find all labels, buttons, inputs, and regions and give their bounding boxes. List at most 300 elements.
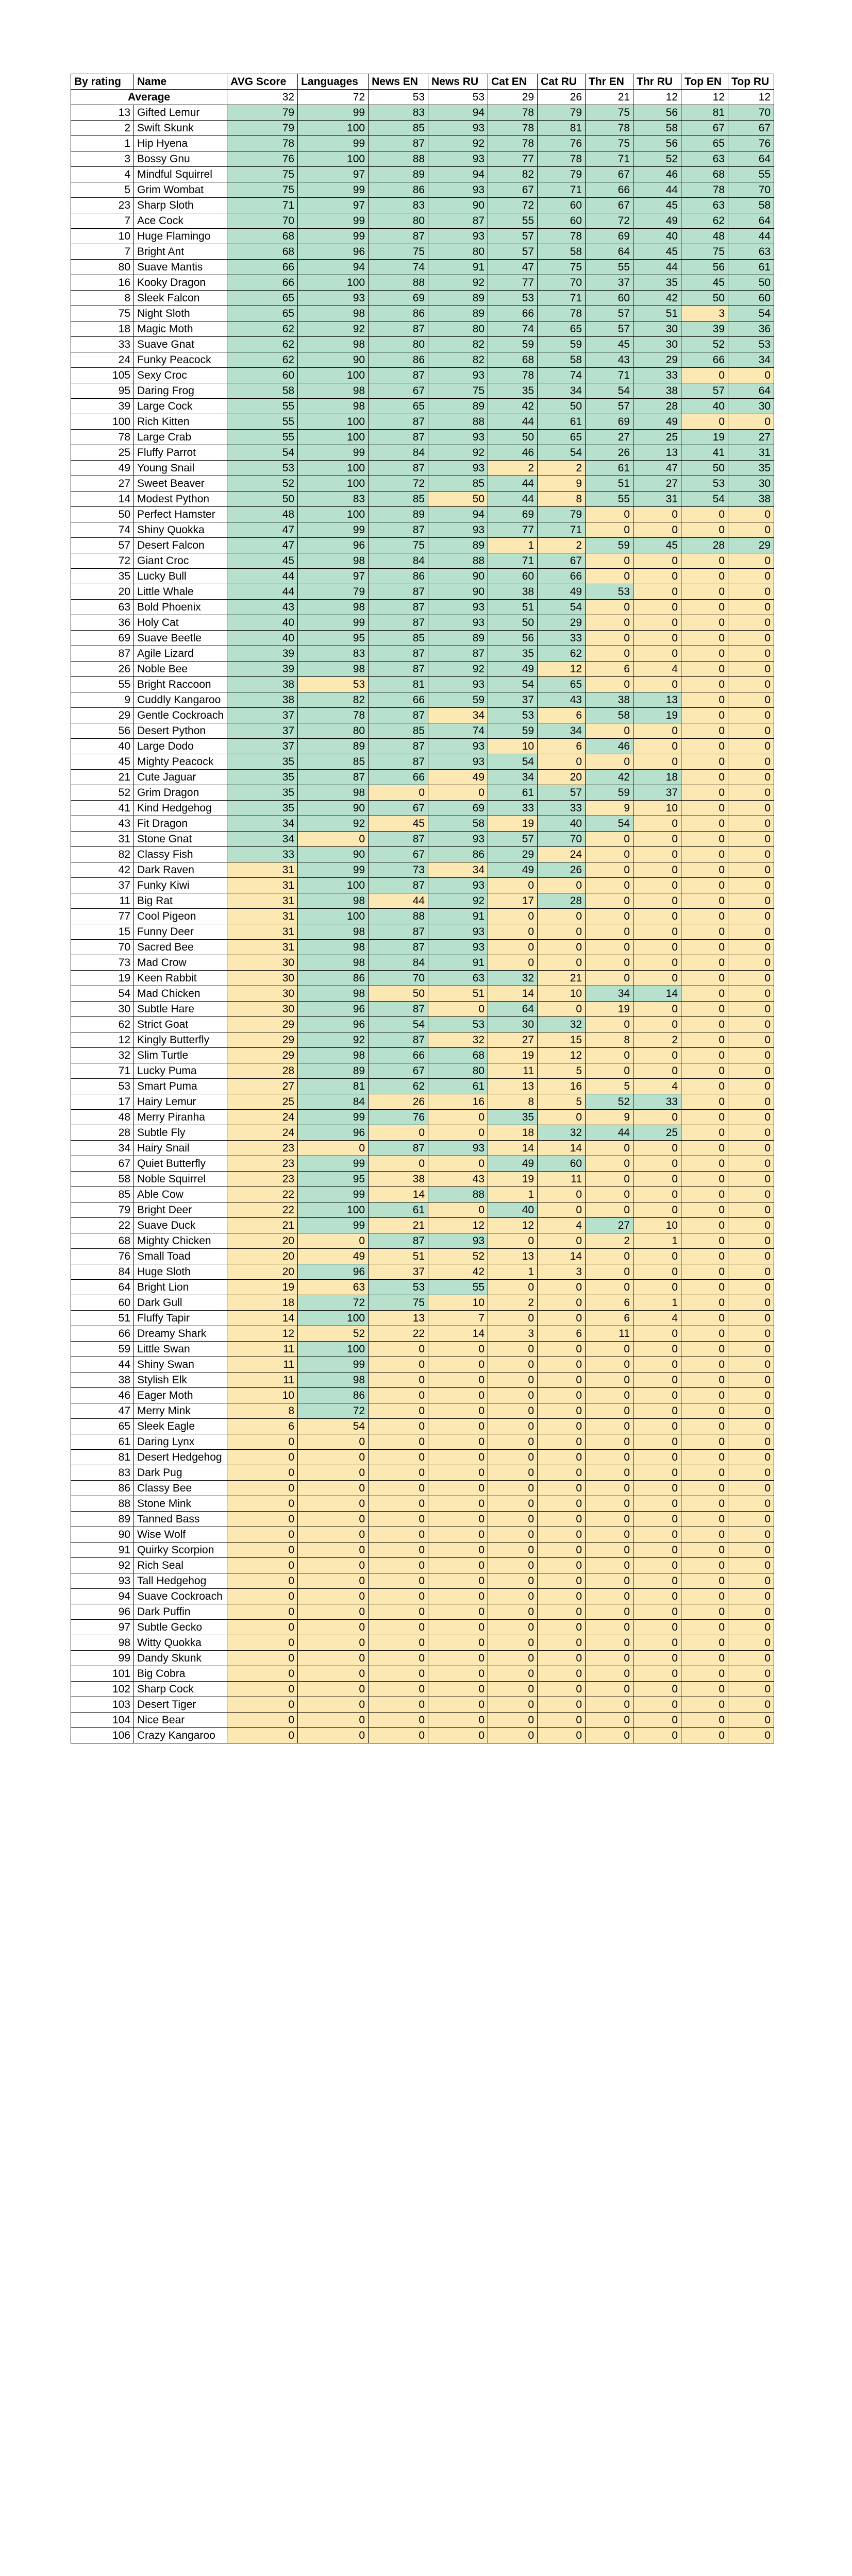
score-cell[interactable]: 40 [227, 615, 298, 631]
score-cell[interactable]: 32 [488, 971, 538, 986]
rank-cell[interactable]: 7 [71, 213, 134, 229]
score-cell[interactable]: 0 [227, 1713, 298, 1728]
score-cell[interactable]: 29 [538, 615, 586, 631]
score-cell[interactable]: 0 [586, 971, 633, 986]
score-cell[interactable]: 0 [633, 893, 681, 909]
score-cell[interactable]: 30 [728, 399, 774, 414]
score-cell[interactable]: 67 [369, 1063, 428, 1079]
score-cell[interactable]: 0 [728, 1233, 774, 1249]
score-cell[interactable]: 0 [728, 1697, 774, 1713]
rank-cell[interactable]: 80 [71, 260, 134, 275]
score-cell[interactable]: 0 [488, 1311, 538, 1326]
rank-cell[interactable]: 79 [71, 1202, 134, 1218]
score-cell[interactable]: 89 [369, 167, 428, 182]
score-cell[interactable]: 0 [586, 1666, 633, 1682]
score-cell[interactable]: 0 [728, 1635, 774, 1651]
score-cell[interactable]: 0 [728, 1156, 774, 1172]
score-cell[interactable]: 99 [298, 1357, 369, 1372]
score-cell[interactable]: 0 [728, 940, 774, 955]
score-cell[interactable]: 0 [586, 1651, 633, 1666]
score-cell[interactable]: 59 [538, 337, 586, 352]
score-cell[interactable]: 44 [586, 1125, 633, 1141]
name-cell[interactable]: Desert Falcon [134, 538, 227, 553]
score-cell[interactable]: 0 [728, 677, 774, 692]
rank-cell[interactable]: 4 [71, 167, 134, 182]
score-cell[interactable]: 98 [298, 940, 369, 955]
score-cell[interactable]: 54 [586, 383, 633, 399]
score-cell[interactable]: 88 [369, 275, 428, 291]
score-cell[interactable]: 24 [538, 847, 586, 862]
name-cell[interactable]: Dreamy Shark [134, 1326, 227, 1342]
rank-cell[interactable]: 60 [71, 1295, 134, 1311]
score-cell[interactable]: 0 [681, 1032, 728, 1048]
score-cell[interactable]: 79 [538, 167, 586, 182]
rank-cell[interactable]: 37 [71, 878, 134, 893]
score-cell[interactable]: 0 [428, 1713, 488, 1728]
score-cell[interactable]: 72 [488, 198, 538, 213]
score-cell[interactable]: 77 [488, 522, 538, 538]
score-cell[interactable]: 67 [728, 121, 774, 136]
rank-cell[interactable]: 25 [71, 445, 134, 461]
average-cell[interactable]: 12 [681, 90, 728, 105]
score-cell[interactable]: 55 [586, 260, 633, 275]
score-cell[interactable]: 89 [428, 306, 488, 321]
rank-cell[interactable]: 24 [71, 352, 134, 368]
score-cell[interactable]: 54 [488, 754, 538, 770]
score-cell[interactable]: 53 [298, 677, 369, 692]
score-cell[interactable]: 0 [428, 1496, 488, 1512]
score-cell[interactable]: 0 [728, 971, 774, 986]
rank-cell[interactable]: 83 [71, 1465, 134, 1481]
rank-cell[interactable]: 88 [71, 1496, 134, 1512]
score-cell[interactable]: 19 [227, 1280, 298, 1295]
name-cell[interactable]: Large Crab [134, 430, 227, 445]
name-cell[interactable]: Mindful Squirrel [134, 167, 227, 182]
name-cell[interactable]: Keen Rabbit [134, 971, 227, 986]
score-cell[interactable]: 93 [428, 739, 488, 754]
score-cell[interactable]: 0 [681, 1527, 728, 1543]
score-cell[interactable]: 10 [633, 801, 681, 816]
score-cell[interactable]: 31 [227, 924, 298, 940]
score-cell[interactable]: 33 [227, 847, 298, 862]
score-cell[interactable]: 24 [227, 1125, 298, 1141]
score-cell[interactable]: 0 [369, 1543, 428, 1558]
score-cell[interactable]: 0 [681, 1481, 728, 1496]
score-cell[interactable]: 0 [681, 1156, 728, 1172]
score-cell[interactable]: 0 [488, 955, 538, 971]
score-cell[interactable]: 60 [488, 569, 538, 584]
score-cell[interactable]: 86 [369, 352, 428, 368]
score-cell[interactable]: 58 [227, 383, 298, 399]
score-cell[interactable]: 37 [369, 1264, 428, 1280]
score-cell[interactable]: 44 [369, 893, 428, 909]
score-cell[interactable]: 0 [633, 1187, 681, 1202]
score-cell[interactable]: 13 [633, 692, 681, 708]
rank-cell[interactable]: 7 [71, 244, 134, 260]
score-cell[interactable]: 0 [633, 1249, 681, 1264]
score-cell[interactable]: 98 [298, 1048, 369, 1063]
score-cell[interactable]: 0 [298, 1573, 369, 1589]
score-cell[interactable]: 60 [538, 213, 586, 229]
name-cell[interactable]: Dark Gull [134, 1295, 227, 1311]
score-cell[interactable]: 0 [633, 631, 681, 646]
header-thr-en[interactable]: Thr EN [586, 74, 633, 90]
score-cell[interactable]: 0 [633, 1434, 681, 1450]
score-cell[interactable]: 10 [227, 1388, 298, 1403]
score-cell[interactable]: 0 [298, 1558, 369, 1573]
score-cell[interactable]: 95 [298, 631, 369, 646]
score-cell[interactable]: 0 [681, 1048, 728, 1063]
score-cell[interactable]: 6 [586, 1311, 633, 1326]
score-cell[interactable]: 0 [586, 1141, 633, 1156]
score-cell[interactable]: 69 [369, 291, 428, 306]
score-cell[interactable]: 14 [428, 1326, 488, 1342]
score-cell[interactable]: 3 [538, 1264, 586, 1280]
score-cell[interactable]: 0 [681, 1326, 728, 1342]
score-cell[interactable]: 67 [488, 182, 538, 198]
score-cell[interactable]: 81 [681, 105, 728, 121]
score-cell[interactable]: 4 [633, 1311, 681, 1326]
score-cell[interactable]: 0 [681, 1187, 728, 1202]
rank-cell[interactable]: 32 [71, 1048, 134, 1063]
score-cell[interactable]: 34 [428, 708, 488, 723]
score-cell[interactable]: 75 [369, 538, 428, 553]
score-cell[interactable]: 0 [633, 1728, 681, 1743]
score-cell[interactable]: 67 [586, 167, 633, 182]
score-cell[interactable]: 98 [298, 924, 369, 940]
score-cell[interactable]: 0 [488, 924, 538, 940]
name-cell[interactable]: Sexy Croc [134, 368, 227, 383]
score-cell[interactable]: 23 [227, 1141, 298, 1156]
score-cell[interactable]: 30 [633, 337, 681, 352]
score-cell[interactable]: 0 [298, 1651, 369, 1666]
score-cell[interactable]: 0 [681, 1295, 728, 1311]
rank-cell[interactable]: 29 [71, 708, 134, 723]
score-cell[interactable]: 0 [681, 1002, 728, 1017]
score-cell[interactable]: 66 [681, 352, 728, 368]
score-cell[interactable]: 0 [488, 1419, 538, 1434]
score-cell[interactable]: 0 [227, 1496, 298, 1512]
score-cell[interactable]: 0 [369, 1728, 428, 1743]
rank-cell[interactable]: 86 [71, 1481, 134, 1496]
score-cell[interactable]: 0 [586, 553, 633, 569]
score-cell[interactable]: 0 [586, 631, 633, 646]
score-cell[interactable]: 97 [298, 569, 369, 584]
score-cell[interactable]: 0 [538, 1450, 586, 1465]
score-cell[interactable]: 87 [369, 229, 428, 244]
score-cell[interactable]: 2 [488, 1295, 538, 1311]
score-cell[interactable]: 0 [586, 615, 633, 631]
score-cell[interactable]: 69 [586, 414, 633, 430]
score-cell[interactable]: 0 [586, 1450, 633, 1465]
score-cell[interactable]: 0 [488, 1388, 538, 1403]
rank-cell[interactable]: 104 [71, 1713, 134, 1728]
score-cell[interactable]: 93 [428, 924, 488, 940]
score-cell[interactable]: 47 [488, 260, 538, 275]
score-cell[interactable]: 87 [369, 414, 428, 430]
rank-cell[interactable]: 36 [71, 615, 134, 631]
score-cell[interactable]: 45 [681, 275, 728, 291]
score-cell[interactable]: 0 [728, 1589, 774, 1604]
score-cell[interactable]: 94 [428, 167, 488, 182]
score-cell[interactable]: 0 [633, 1388, 681, 1403]
score-cell[interactable]: 0 [298, 1543, 369, 1558]
score-cell[interactable]: 0 [681, 615, 728, 631]
score-cell[interactable]: 0 [633, 1372, 681, 1388]
score-cell[interactable]: 0 [369, 1357, 428, 1372]
score-cell[interactable]: 0 [298, 1728, 369, 1743]
score-cell[interactable]: 5 [586, 1079, 633, 1094]
score-cell[interactable]: 0 [488, 1697, 538, 1713]
rank-cell[interactable]: 40 [71, 739, 134, 754]
score-cell[interactable]: 0 [538, 1713, 586, 1728]
rank-cell[interactable]: 78 [71, 430, 134, 445]
score-cell[interactable]: 0 [586, 1620, 633, 1635]
score-cell[interactable]: 3 [681, 306, 728, 321]
rank-cell[interactable]: 97 [71, 1620, 134, 1635]
score-cell[interactable]: 0 [681, 1697, 728, 1713]
score-cell[interactable]: 0 [633, 1496, 681, 1512]
score-cell[interactable]: 0 [586, 1604, 633, 1620]
score-cell[interactable]: 0 [728, 893, 774, 909]
score-cell[interactable]: 0 [633, 1620, 681, 1635]
score-cell[interactable]: 0 [728, 1326, 774, 1342]
score-cell[interactable]: 1 [488, 1264, 538, 1280]
score-cell[interactable]: 1 [488, 1187, 538, 1202]
name-cell[interactable]: Suave Duck [134, 1218, 227, 1233]
score-cell[interactable]: 22 [227, 1187, 298, 1202]
score-cell[interactable]: 85 [298, 754, 369, 770]
score-cell[interactable]: 0 [488, 1651, 538, 1666]
rank-cell[interactable]: 22 [71, 1218, 134, 1233]
score-cell[interactable]: 0 [681, 1419, 728, 1434]
score-cell[interactable]: 0 [538, 1589, 586, 1604]
score-cell[interactable]: 54 [227, 445, 298, 461]
rank-cell[interactable]: 14 [71, 492, 134, 507]
score-cell[interactable]: 0 [428, 1342, 488, 1357]
score-cell[interactable]: 0 [428, 1372, 488, 1388]
rank-cell[interactable]: 47 [71, 1403, 134, 1419]
score-cell[interactable]: 0 [538, 878, 586, 893]
score-cell[interactable]: 0 [428, 785, 488, 801]
score-cell[interactable]: 0 [227, 1573, 298, 1589]
score-cell[interactable]: 99 [298, 136, 369, 151]
score-cell[interactable]: 79 [227, 105, 298, 121]
name-cell[interactable]: Fluffy Parrot [134, 445, 227, 461]
score-cell[interactable]: 0 [728, 584, 774, 600]
score-cell[interactable]: 0 [428, 1403, 488, 1419]
score-cell[interactable]: 87 [369, 1233, 428, 1249]
score-cell[interactable]: 0 [728, 1651, 774, 1666]
score-cell[interactable]: 0 [681, 1079, 728, 1094]
score-cell[interactable]: 0 [728, 862, 774, 878]
score-cell[interactable]: 25 [227, 1094, 298, 1110]
rank-cell[interactable]: 62 [71, 1017, 134, 1032]
score-cell[interactable]: 89 [428, 291, 488, 306]
score-cell[interactable]: 0 [728, 1141, 774, 1156]
score-cell[interactable]: 65 [227, 306, 298, 321]
score-cell[interactable]: 71 [227, 198, 298, 213]
score-cell[interactable]: 38 [586, 692, 633, 708]
score-cell[interactable]: 93 [428, 677, 488, 692]
score-cell[interactable]: 0 [728, 1403, 774, 1419]
score-cell[interactable]: 0 [488, 1589, 538, 1604]
score-cell[interactable]: 0 [586, 1372, 633, 1388]
score-cell[interactable]: 87 [369, 1141, 428, 1156]
rank-cell[interactable]: 43 [71, 816, 134, 832]
score-cell[interactable]: 20 [227, 1249, 298, 1264]
score-cell[interactable]: 81 [298, 1079, 369, 1094]
name-cell[interactable]: Slim Turtle [134, 1048, 227, 1063]
score-cell[interactable]: 70 [538, 832, 586, 847]
score-cell[interactable]: 89 [428, 538, 488, 553]
score-cell[interactable]: 46 [586, 739, 633, 754]
score-cell[interactable]: 75 [227, 167, 298, 182]
score-cell[interactable]: 0 [298, 1713, 369, 1728]
score-cell[interactable]: 0 [728, 1048, 774, 1063]
name-cell[interactable]: Hairy Lemur [134, 1094, 227, 1110]
score-cell[interactable]: 93 [428, 151, 488, 167]
score-cell[interactable]: 0 [728, 801, 774, 816]
score-cell[interactable]: 13 [488, 1079, 538, 1094]
score-cell[interactable]: 0 [428, 1573, 488, 1589]
score-cell[interactable]: 45 [633, 538, 681, 553]
name-cell[interactable]: Gifted Lemur [134, 105, 227, 121]
score-cell[interactable]: 11 [538, 1172, 586, 1187]
score-cell[interactable]: 0 [728, 1620, 774, 1635]
score-cell[interactable]: 0 [681, 662, 728, 677]
score-cell[interactable]: 6 [538, 1326, 586, 1342]
score-cell[interactable]: 0 [428, 1620, 488, 1635]
name-cell[interactable]: Little Whale [134, 584, 227, 600]
score-cell[interactable]: 77 [488, 275, 538, 291]
rank-cell[interactable]: 64 [71, 1280, 134, 1295]
name-cell[interactable]: Mad Crow [134, 955, 227, 971]
score-cell[interactable]: 0 [428, 1481, 488, 1496]
score-cell[interactable]: 14 [369, 1187, 428, 1202]
score-cell[interactable]: 0 [538, 1434, 586, 1450]
score-cell[interactable]: 0 [538, 1233, 586, 1249]
score-cell[interactable]: 0 [428, 1465, 488, 1481]
header-languages[interactable]: Languages [298, 74, 369, 90]
score-cell[interactable]: 0 [538, 1388, 586, 1403]
score-cell[interactable]: 0 [633, 847, 681, 862]
score-cell[interactable]: 82 [428, 352, 488, 368]
rank-cell[interactable]: 17 [71, 1094, 134, 1110]
score-cell[interactable]: 0 [728, 708, 774, 723]
score-cell[interactable]: 45 [633, 198, 681, 213]
name-cell[interactable]: Lucky Bull [134, 569, 227, 584]
score-cell[interactable]: 98 [298, 337, 369, 352]
score-cell[interactable]: 98 [298, 662, 369, 677]
score-cell[interactable]: 0 [586, 522, 633, 538]
average-cell[interactable]: 21 [586, 90, 633, 105]
score-cell[interactable]: 74 [428, 723, 488, 739]
score-cell[interactable]: 0 [633, 1635, 681, 1651]
score-cell[interactable]: 31 [227, 878, 298, 893]
score-cell[interactable]: 76 [728, 136, 774, 151]
score-cell[interactable]: 0 [586, 862, 633, 878]
score-cell[interactable]: 86 [298, 1388, 369, 1403]
score-cell[interactable]: 74 [369, 260, 428, 275]
score-cell[interactable]: 0 [369, 1403, 428, 1419]
rank-cell[interactable]: 87 [71, 646, 134, 662]
score-cell[interactable]: 0 [633, 1063, 681, 1079]
score-cell[interactable]: 0 [681, 1218, 728, 1233]
score-cell[interactable]: 0 [538, 924, 586, 940]
rank-cell[interactable]: 53 [71, 1079, 134, 1094]
name-cell[interactable]: Big Cobra [134, 1666, 227, 1682]
score-cell[interactable]: 80 [428, 321, 488, 337]
score-cell[interactable]: 2 [586, 1233, 633, 1249]
score-cell[interactable]: 34 [227, 816, 298, 832]
score-cell[interactable]: 0 [633, 1450, 681, 1465]
score-cell[interactable]: 0 [298, 1635, 369, 1651]
score-cell[interactable]: 0 [633, 507, 681, 522]
score-cell[interactable]: 21 [538, 971, 586, 986]
score-cell[interactable]: 0 [728, 1496, 774, 1512]
score-cell[interactable]: 87 [369, 615, 428, 631]
score-cell[interactable]: 0 [728, 955, 774, 971]
name-cell[interactable]: Crazy Kangaroo [134, 1728, 227, 1743]
score-cell[interactable]: 68 [227, 229, 298, 244]
score-cell[interactable]: 93 [298, 291, 369, 306]
name-cell[interactable]: Tanned Bass [134, 1512, 227, 1527]
score-cell[interactable]: 53 [681, 476, 728, 492]
score-cell[interactable]: 66 [369, 692, 428, 708]
rank-cell[interactable]: 13 [71, 105, 134, 121]
name-cell[interactable]: Stylish Elk [134, 1372, 227, 1388]
score-cell[interactable]: 72 [586, 213, 633, 229]
score-cell[interactable]: 0 [728, 1527, 774, 1543]
name-cell[interactable]: Agile Lizard [134, 646, 227, 662]
score-cell[interactable]: 0 [369, 1713, 428, 1728]
score-cell[interactable]: 52 [586, 1094, 633, 1110]
score-cell[interactable]: 80 [369, 337, 428, 352]
score-cell[interactable]: 93 [428, 229, 488, 244]
score-cell[interactable]: 0 [633, 584, 681, 600]
score-cell[interactable]: 58 [538, 352, 586, 368]
score-cell[interactable]: 0 [633, 862, 681, 878]
score-cell[interactable]: 50 [227, 492, 298, 507]
score-cell[interactable]: 0 [681, 1558, 728, 1573]
name-cell[interactable]: Dandy Skunk [134, 1651, 227, 1666]
score-cell[interactable]: 75 [586, 136, 633, 151]
score-cell[interactable]: 49 [538, 584, 586, 600]
score-cell[interactable]: 0 [728, 739, 774, 754]
score-cell[interactable]: 0 [728, 1218, 774, 1233]
name-cell[interactable]: Kooky Dragon [134, 275, 227, 291]
score-cell[interactable]: 55 [488, 213, 538, 229]
score-cell[interactable]: 54 [586, 816, 633, 832]
score-cell[interactable]: 0 [586, 1465, 633, 1481]
score-cell[interactable]: 51 [586, 476, 633, 492]
score-cell[interactable]: 0 [369, 1589, 428, 1604]
name-cell[interactable]: Funny Deer [134, 924, 227, 940]
score-cell[interactable]: 75 [369, 244, 428, 260]
rank-cell[interactable]: 35 [71, 569, 134, 584]
score-cell[interactable]: 69 [428, 801, 488, 816]
score-cell[interactable]: 0 [681, 1094, 728, 1110]
score-cell[interactable]: 0 [633, 723, 681, 739]
score-cell[interactable]: 0 [586, 1249, 633, 1264]
score-cell[interactable]: 63 [681, 198, 728, 213]
score-cell[interactable]: 0 [728, 1342, 774, 1357]
score-cell[interactable]: 87 [369, 461, 428, 476]
rank-cell[interactable]: 9 [71, 692, 134, 708]
rank-cell[interactable]: 66 [71, 1326, 134, 1342]
name-cell[interactable]: Noble Squirrel [134, 1172, 227, 1187]
